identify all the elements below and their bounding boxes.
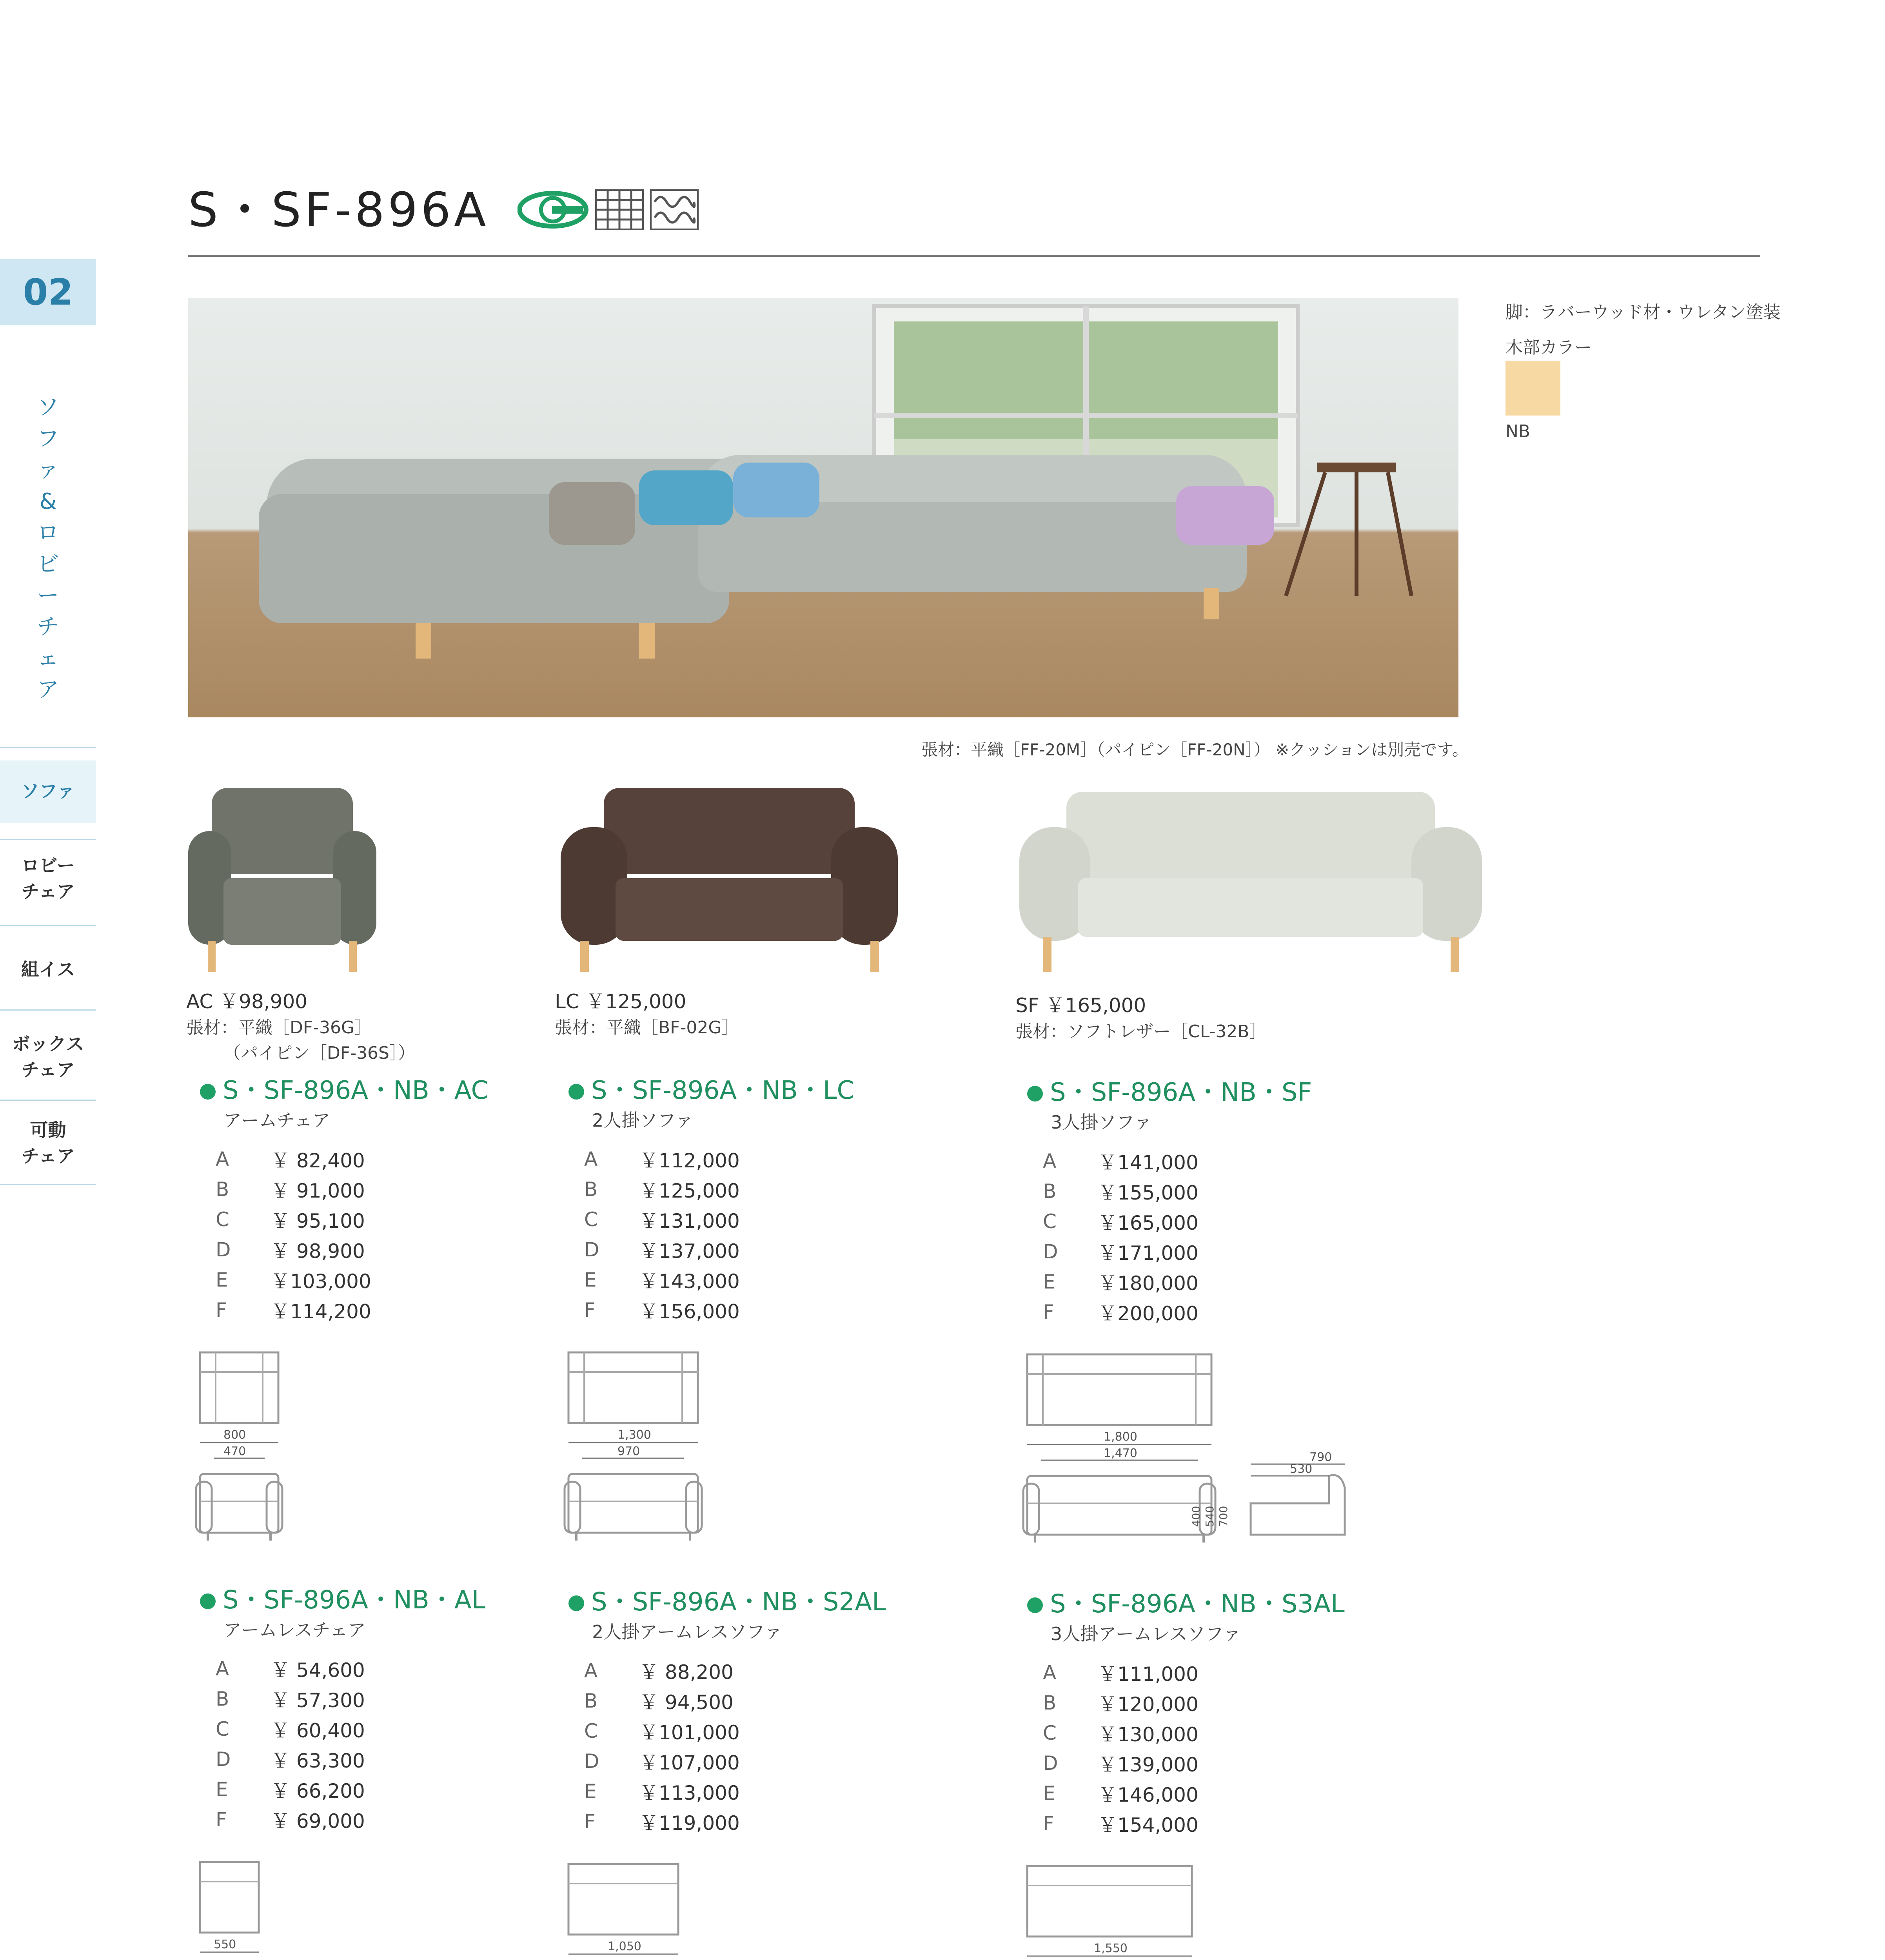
dimension-label: 1,470 xyxy=(1104,1446,1137,1460)
grade-label: B xyxy=(1043,1691,1057,1714)
dimension-drawing xyxy=(1012,1347,1364,1568)
grade-price: ￥139,000 xyxy=(1098,1753,1199,1776)
grade-label: C xyxy=(216,1208,229,1231)
product-code: S・SF-896A・NB・SF xyxy=(1050,1078,1312,1107)
price-row xyxy=(1027,1657,1199,1688)
thumb-lc-price: LC ￥125,000 xyxy=(555,990,686,1013)
grade-price: ￥125,000 xyxy=(639,1179,740,1202)
grade-price: ￥ 69,000 xyxy=(271,1809,365,1833)
dimension-label: 530 xyxy=(1290,1462,1313,1476)
drawing-svg xyxy=(553,1856,906,1960)
grade-price: ￥141,000 xyxy=(1098,1151,1199,1174)
grade-price: ￥114,200 xyxy=(271,1300,371,1323)
hero-caption: 張材：平織［FF-20M］（パイピン［FF-20N］） ※クッションは別売です。 xyxy=(921,740,1469,759)
grade-price: ￥200,000 xyxy=(1098,1302,1199,1325)
grade-price: ￥111,000 xyxy=(1098,1662,1199,1686)
grade-label: C xyxy=(216,1717,229,1740)
dimension-label: 800 xyxy=(223,1428,246,1442)
thumb-sf-material: 張材：ソフトレザー［CL-32B］ xyxy=(1015,1022,1267,1042)
sidebar-divider xyxy=(0,1009,96,1011)
grade-label: F xyxy=(1043,1300,1054,1323)
front-outline xyxy=(568,1474,698,1533)
grade-label: D xyxy=(584,1238,599,1261)
section-number: 02 xyxy=(0,259,96,325)
dimension-label: 400 xyxy=(1189,1506,1202,1527)
grade-price: ￥ 66,200 xyxy=(271,1779,365,1802)
dimension-label: 540 xyxy=(1203,1506,1216,1527)
sidebar-item-box-chair[interactable]: ボックス チェア xyxy=(12,1033,84,1080)
price-row xyxy=(568,1234,740,1265)
price-table xyxy=(200,1653,365,1835)
plan-outline xyxy=(1027,1354,1211,1425)
grade-label: F xyxy=(584,1810,596,1833)
dimension-label: 790 xyxy=(1309,1450,1332,1464)
thumb-sofa-image xyxy=(1015,784,1486,980)
price-row xyxy=(568,1716,740,1746)
grade-price: ￥120,000 xyxy=(1098,1693,1199,1716)
price-row xyxy=(568,1746,740,1776)
grade-price: ￥ 82,400 xyxy=(271,1149,365,1172)
grade-price: ￥137,000 xyxy=(639,1240,740,1263)
price-row xyxy=(200,1804,365,1835)
product-code: S・SF-896A・NB・AL xyxy=(223,1586,486,1615)
green-mark-icon xyxy=(519,193,586,226)
drawing-svg xyxy=(553,1345,906,1564)
price-row xyxy=(200,1684,365,1714)
grade-price: ￥156,000 xyxy=(639,1300,740,1323)
grade-label: B xyxy=(584,1178,598,1201)
grade-label: A xyxy=(1043,1661,1057,1684)
price-row xyxy=(1027,1748,1199,1778)
grade-price: ￥107,000 xyxy=(639,1751,740,1774)
dimension-label: 1,050 xyxy=(608,1940,641,1953)
grade-label: C xyxy=(584,1719,598,1742)
price-row xyxy=(568,1265,740,1295)
product-code: S・SF-896A・NB・S2AL xyxy=(591,1588,886,1617)
price-row xyxy=(568,1806,740,1837)
grade-price: ￥ 54,600 xyxy=(271,1659,365,1682)
plan-outline xyxy=(200,1862,259,1933)
grade-label: E xyxy=(1043,1782,1055,1805)
grade-label: F xyxy=(216,1298,227,1321)
product-block xyxy=(200,1580,486,1951)
grade-price: ￥113,000 xyxy=(639,1781,740,1804)
price-row xyxy=(1027,1176,1199,1206)
sidebar-divider xyxy=(0,839,96,840)
price-row xyxy=(1027,1267,1199,1297)
wood-swatch-name: NB xyxy=(1505,421,1531,441)
drawing-svg xyxy=(1012,1858,1364,1960)
wood-swatch-nb xyxy=(1505,361,1560,416)
grade-price: ￥171,000 xyxy=(1098,1241,1199,1265)
price-table xyxy=(200,1144,371,1325)
sidebar-divider xyxy=(0,925,96,926)
product-type: アームチェア xyxy=(223,1110,331,1131)
price-row xyxy=(200,1744,365,1774)
grade-label: E xyxy=(584,1268,597,1291)
grade-label: D xyxy=(216,1748,231,1771)
grade-price: ￥ 95,100 xyxy=(271,1209,365,1232)
dimension-label: 700 xyxy=(1217,1506,1230,1527)
grade-label: A xyxy=(584,1147,598,1171)
dimension-label: 550 xyxy=(214,1938,236,1951)
price-row xyxy=(1027,1206,1199,1236)
thumb-sf-price: SF ￥165,000 xyxy=(1015,994,1146,1017)
page-title: S・SF-896A xyxy=(188,183,489,238)
sidebar-item-sofa[interactable]: ソファ xyxy=(21,780,75,802)
drawing-svg xyxy=(184,1854,537,1960)
price-table xyxy=(1027,1146,1199,1327)
grade-price: ￥119,000 xyxy=(639,1811,740,1835)
price-table xyxy=(568,1655,740,1837)
grade-label: D xyxy=(216,1238,231,1261)
dimension-drawing xyxy=(184,1854,537,1960)
price-row xyxy=(1027,1718,1199,1748)
product-name xyxy=(1027,1584,1345,1620)
grade-label: A xyxy=(216,1147,229,1171)
price-row xyxy=(1027,1297,1199,1327)
drawing-svg xyxy=(184,1345,537,1564)
section-category: ソ フ ァ & ロ ビ ー チ ェ ア xyxy=(37,395,59,702)
grade-price: ￥ 60,400 xyxy=(271,1719,365,1742)
plan-outline xyxy=(1027,1866,1192,1936)
product-code: S・SF-896A・NB・S3AL xyxy=(1050,1590,1345,1619)
grade-price: ￥ 88,200 xyxy=(639,1661,734,1684)
price-row xyxy=(200,1714,365,1744)
product-block xyxy=(1027,1072,1332,1527)
bullet-dot-icon xyxy=(1027,1086,1043,1102)
price-row xyxy=(200,1234,371,1265)
price-table xyxy=(568,1144,740,1325)
grid-mark-icon xyxy=(596,190,643,229)
product-block xyxy=(1027,1584,1345,1955)
price-row xyxy=(200,1774,365,1804)
dimension-drawing xyxy=(1012,1858,1364,1960)
dimension-label: 1,800 xyxy=(1104,1430,1137,1444)
price-row xyxy=(568,1655,740,1686)
product-name xyxy=(568,1070,854,1106)
product-type: アームレスチェア xyxy=(223,1619,366,1641)
plan-outline xyxy=(568,1352,698,1423)
price-row xyxy=(1027,1688,1199,1718)
sidebar-divider xyxy=(0,1184,96,1185)
grade-price: ￥143,000 xyxy=(639,1270,740,1293)
price-row xyxy=(1027,1808,1199,1838)
grade-label: E xyxy=(216,1778,228,1801)
grade-label: C xyxy=(584,1208,598,1231)
thumb-ac-material2: （パイピン［DF-36S］） xyxy=(223,1043,415,1063)
thumb-ac-material: 張材：平織［DF-36G］ xyxy=(186,1018,372,1038)
grade-price: ￥131,000 xyxy=(639,1209,740,1232)
grade-price: ￥180,000 xyxy=(1098,1272,1199,1295)
grade-label: A xyxy=(1043,1149,1057,1172)
grade-price: ￥112,000 xyxy=(639,1149,740,1172)
grade-label: D xyxy=(1043,1751,1058,1775)
grade-label: A xyxy=(584,1659,598,1682)
grade-price: ￥155,000 xyxy=(1098,1181,1199,1204)
grade-price: ￥165,000 xyxy=(1098,1211,1199,1234)
grade-price: ￥130,000 xyxy=(1098,1723,1199,1746)
product-type: 2人掛アームレスソファ xyxy=(592,1621,783,1642)
grade-price: ￥ 94,500 xyxy=(639,1691,734,1714)
product-type: 3人掛アームレスソファ xyxy=(1051,1623,1241,1644)
price-row xyxy=(200,1204,371,1234)
product-block xyxy=(200,1070,489,1458)
price-row xyxy=(200,1265,371,1295)
price-row xyxy=(1027,1236,1199,1267)
thumb-armchair-image xyxy=(184,784,380,980)
dimension-label: 470 xyxy=(223,1445,246,1458)
grade-price: ￥146,000 xyxy=(1098,1783,1199,1806)
price-row xyxy=(1027,1778,1199,1808)
bullet-dot-icon xyxy=(568,1595,584,1611)
grade-price: ￥ 57,300 xyxy=(271,1689,365,1712)
grade-label: B xyxy=(216,1178,229,1201)
grade-label: E xyxy=(1043,1270,1055,1293)
grade-label: F xyxy=(1043,1812,1054,1835)
price-table xyxy=(1027,1657,1199,1838)
leg-spec: 脚：ラバーウッド材・ウレタン塗装 xyxy=(1505,302,1781,322)
price-row xyxy=(200,1174,371,1204)
price-row xyxy=(200,1144,371,1174)
thumb-loveseat-image xyxy=(557,784,902,980)
grade-price: ￥ 91,000 xyxy=(271,1179,365,1202)
product-type: 3人掛ソファ xyxy=(1051,1112,1152,1133)
grade-label: B xyxy=(1043,1180,1057,1203)
grade-price: ￥154,000 xyxy=(1098,1813,1199,1837)
front-outline xyxy=(1027,1476,1211,1535)
hero-photo xyxy=(188,298,1458,717)
grade-label: F xyxy=(216,1808,227,1831)
price-row xyxy=(568,1295,740,1325)
product-type: 2人掛ソファ xyxy=(592,1110,694,1131)
grade-price: ￥ 98,900 xyxy=(271,1240,365,1263)
grade-price: ￥ 63,300 xyxy=(271,1749,365,1772)
grade-label: B xyxy=(584,1689,598,1712)
spring-mark-icon xyxy=(651,190,698,229)
grade-price: ￥103,000 xyxy=(271,1270,371,1293)
side-outline xyxy=(1251,1475,1345,1535)
bullet-dot-icon xyxy=(568,1084,584,1100)
product-name xyxy=(1027,1072,1312,1108)
product-name xyxy=(568,1582,886,1618)
price-row xyxy=(568,1204,740,1234)
grade-label: D xyxy=(1043,1240,1058,1263)
price-row xyxy=(200,1295,371,1325)
sidebar-item-movable-chair[interactable]: 可動 チェア xyxy=(21,1120,75,1167)
grade-price: ￥101,000 xyxy=(639,1721,740,1744)
certification-icons xyxy=(518,184,706,235)
product-code: S・SF-896A・NB・AC xyxy=(223,1076,489,1105)
price-row xyxy=(568,1144,740,1174)
sidebar-divider xyxy=(0,747,96,748)
dimension-drawing xyxy=(553,1856,906,1960)
bullet-dot-icon xyxy=(200,1593,216,1609)
price-row xyxy=(200,1653,365,1684)
price-row xyxy=(568,1174,740,1204)
price-row xyxy=(1027,1146,1199,1176)
hero-illustration xyxy=(188,298,1458,717)
product-name xyxy=(200,1580,485,1616)
bullet-dot-icon xyxy=(1027,1597,1043,1613)
plan-outline xyxy=(200,1352,278,1423)
sidebar-item-stacking-chair[interactable]: 組イス xyxy=(21,959,75,980)
thumb-ac-price: AC ￥98,900 xyxy=(186,990,308,1013)
wood-color-label: 木部カラー xyxy=(1505,338,1592,358)
sidebar-item-lobby-chair[interactable]: ロビー チェア xyxy=(21,855,75,902)
title-rule xyxy=(188,255,1760,257)
bullet-dot-icon xyxy=(200,1084,216,1100)
grade-label: D xyxy=(584,1749,599,1773)
plan-outline xyxy=(568,1864,678,1935)
price-row xyxy=(568,1776,740,1806)
product-block xyxy=(568,1582,886,1953)
dimension-drawing xyxy=(553,1345,906,1566)
dimension-drawing xyxy=(184,1345,537,1566)
grade-label: B xyxy=(216,1687,229,1710)
grade-label: C xyxy=(1043,1210,1057,1233)
dimension-label: 1,300 xyxy=(617,1428,651,1442)
product-name xyxy=(200,1070,489,1106)
sidebar-divider xyxy=(0,1100,96,1101)
dimension-label: 970 xyxy=(617,1445,640,1458)
product-block xyxy=(568,1070,855,1458)
grade-label: F xyxy=(584,1298,596,1321)
thumb-lc-material: 張材：平織［BF-02G］ xyxy=(555,1018,739,1038)
dimension-label: 1,550 xyxy=(1094,1942,1128,1955)
grade-label: C xyxy=(1043,1721,1057,1744)
grade-label: E xyxy=(584,1780,597,1803)
grade-label: A xyxy=(216,1657,229,1680)
grade-label: E xyxy=(216,1268,228,1291)
drawing-svg xyxy=(1012,1347,1364,1566)
price-row xyxy=(568,1686,740,1716)
product-code: S・SF-896A・NB・LC xyxy=(591,1076,855,1105)
